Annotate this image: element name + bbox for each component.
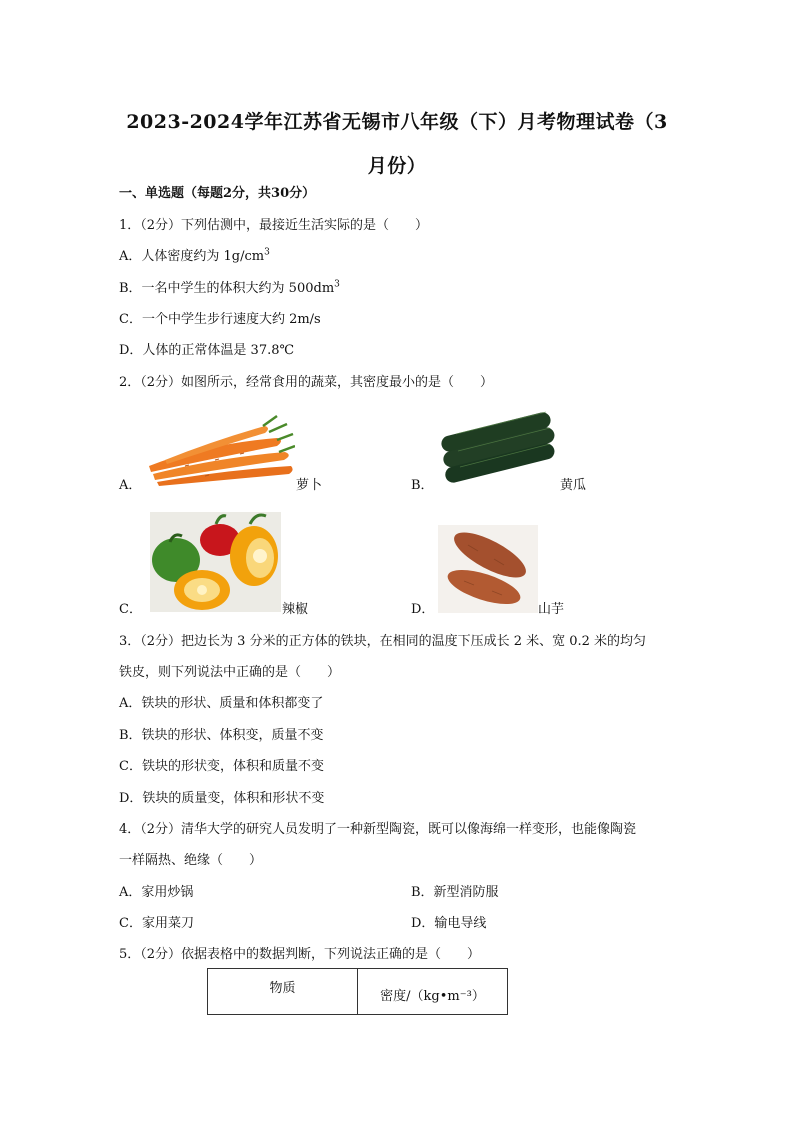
q3-stem-line2: 铁皮，则下列说法中正确的是（ ）: [119, 665, 341, 680]
q2-option-d-letter: D．: [411, 602, 435, 617]
table-row: [208, 969, 508, 1015]
section-heading: 一、单选题（每题2分，共30分）: [119, 186, 316, 201]
q2-stem: 2．（2分）如图所示，经常食用的蔬菜，其密度最小的是（ ）: [119, 375, 494, 390]
q4-option-c: C．家用菜刀: [119, 916, 194, 931]
q4-stem-line1: 4．（2分）清华大学的研究人员发明了一种新型陶瓷，既可以像海绵一样变形，也能像陶瓷: [119, 822, 637, 837]
q5-stem: 5．（2分）依据表格中的数据判断，下列说法正确的是（ ）: [119, 947, 481, 962]
q1-option-b: [119, 279, 340, 299]
exam-title-line1: 2023-2024学年江苏省无锡市八年级（下）月考物理试卷（3: [126, 111, 668, 133]
q1-stem: 1．（2分）下列估测中，最接近生活实际的是（ ）: [119, 218, 429, 233]
q1-option-a: [119, 247, 270, 267]
q2-option-a-label: 萝卜: [296, 478, 323, 493]
q1-option-a-sup: 3: [264, 247, 270, 258]
q1-option-a-text: A．人体密度约为 1g/cm: [119, 249, 265, 264]
q3-option-b: B．铁块的形状、体积变，质量不变: [119, 728, 324, 743]
q2-option-a-letter: A．: [119, 478, 142, 493]
q2-option-b-label: 黄瓜: [560, 478, 587, 493]
cucumber-image: [436, 406, 560, 488]
q2-option-c-label: 辣椒: [282, 602, 309, 617]
q4-option-d: D．输电导线: [411, 916, 487, 931]
exam-title-line2: 月份）: [367, 155, 427, 177]
q2-option-b-letter: B．: [411, 478, 434, 493]
sweet-potato-image: [438, 525, 538, 613]
table-header-density: 密度/（kg•m⁻³）: [358, 969, 508, 1015]
q1-option-b-sup: 3: [334, 279, 340, 290]
exam-title: [110, 100, 684, 188]
carrot-image: [145, 414, 295, 488]
pepper-image: [150, 512, 281, 612]
q1-option-c: C．一个中学生步行速度大约 2m/s: [119, 312, 321, 327]
q1-option-b-text: B．一名中学生的体积大约为 500dm: [119, 281, 335, 296]
q4-option-a: A．家用炒锅: [119, 885, 194, 900]
q2-option-d-label: 山芋: [538, 602, 565, 617]
q4-option-b: B．新型消防服: [411, 885, 499, 900]
q3-option-a: A．铁块的形状、质量和体积都变了: [119, 696, 324, 711]
q2-option-c-letter: C．: [119, 602, 142, 617]
q3-stem-line1: 3．（2分）把边长为 3 分米的正方体的铁块，在相同的温度下压成长 2 米、宽 0.2 米的均匀: [119, 634, 647, 649]
q3-option-d: D．铁块的质量变，体积和形状不变: [119, 791, 325, 806]
q3-option-c: C．铁块的形状变，体积和质量不变: [119, 759, 324, 774]
table-header-substance: 物质: [208, 969, 358, 1015]
density-table: [207, 968, 508, 1015]
q1-option-d: D．人体的正常体温是 37.8℃: [119, 343, 295, 358]
q4-stem-line2: 一样隔热、绝缘（ ）: [119, 853, 263, 868]
